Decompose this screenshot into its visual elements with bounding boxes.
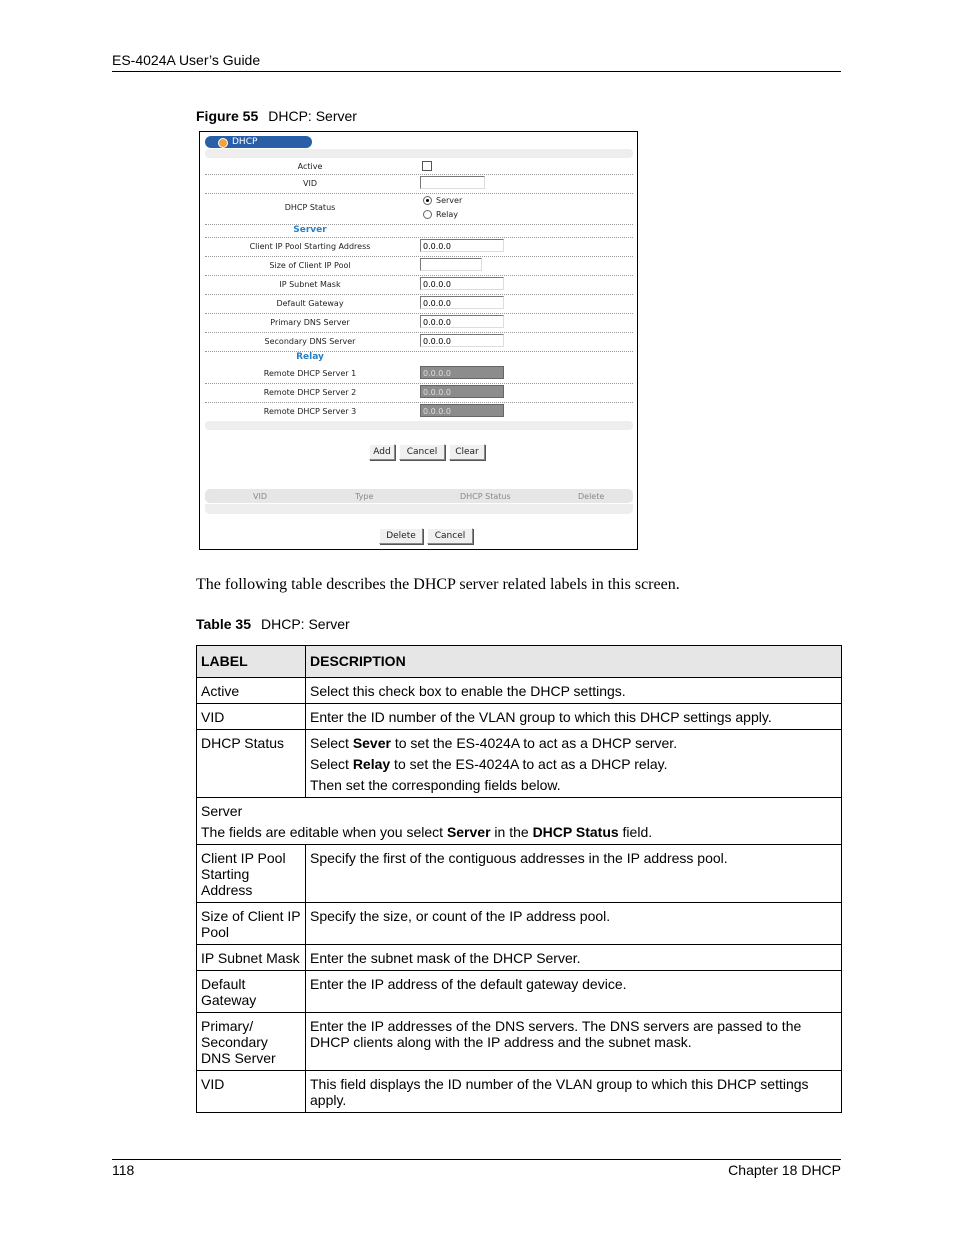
- figure-caption-label: Figure 55: [196, 108, 259, 124]
- server-section-row: [205, 225, 633, 238]
- header-description: DESCRIPTION: [306, 646, 842, 678]
- subnet-mask-label: IP Subnet Mask: [279, 280, 341, 289]
- table-caption-label: Table 35: [196, 616, 251, 632]
- list-header-delete: Delete: [578, 492, 605, 501]
- intro-paragraph: The following table describes the DHCP server related labels in this screen.: [196, 576, 680, 593]
- list-body-bar: [205, 504, 633, 514]
- dhcp-tab-icon: [218, 138, 228, 148]
- row-description: Select this check box to enable the DHCP settings.: [306, 678, 842, 704]
- remote2-row: [205, 384, 633, 403]
- list-header-dhcp-status: DHCP Status: [460, 492, 511, 501]
- secondary-dns-label: Secondary DNS Server: [264, 337, 356, 346]
- active-label: Active: [297, 162, 323, 171]
- server-radio-label: Server: [436, 196, 463, 205]
- row-label: Default Gateway: [197, 971, 306, 1013]
- relay-radio-label: Relay: [436, 210, 458, 219]
- remote1-input[interactable]: 0.0.0.0: [420, 366, 504, 379]
- list-header-bar: [205, 489, 633, 503]
- pool-size-label: Size of Client IP Pool: [269, 261, 351, 270]
- form-bottom-bar: [205, 421, 633, 430]
- list-cancel-button[interactable]: Cancel: [427, 528, 473, 544]
- desc-text: Select: [310, 735, 353, 751]
- list-header-type: Type: [355, 492, 374, 501]
- remote3-input[interactable]: 0.0.0.0: [420, 404, 504, 417]
- active-row: [205, 158, 633, 175]
- table-caption: [196, 616, 350, 632]
- pool-size-input[interactable]: [420, 258, 482, 271]
- server-radio[interactable]: [423, 196, 432, 205]
- delete-button[interactable]: Delete: [379, 528, 423, 544]
- row-label: Client IP Pool Starting Address: [197, 845, 306, 903]
- add-button[interactable]: Add: [369, 444, 395, 460]
- dhcp-status-row: [205, 194, 633, 225]
- pool-start-row: [205, 238, 633, 257]
- default-gateway-row: [205, 295, 633, 314]
- dhcp-status-label: DHCP Status: [284, 203, 336, 212]
- remote1-row: [205, 365, 633, 384]
- list-header-vid: VID: [253, 492, 267, 501]
- table-row: [197, 1071, 842, 1113]
- vid-row: [205, 175, 633, 194]
- running-header-title: ES-4024A User’s Guide: [112, 52, 261, 68]
- primary-dns-row: [205, 314, 633, 333]
- desc-line: Then set the corresponding fields below.: [310, 777, 561, 793]
- desc-text: Select: [310, 756, 353, 772]
- row-description: Specify the first of the contiguous addresses in the IP address pool.: [306, 845, 842, 903]
- label-description-table: [196, 645, 842, 1113]
- section-title: Server: [201, 803, 243, 819]
- vid-label: VID: [303, 179, 317, 188]
- page-number: 118: [112, 1162, 135, 1178]
- relay-section-title: Relay: [296, 352, 324, 362]
- row-label: IP Subnet Mask: [197, 945, 306, 971]
- figure-caption-text: DHCP: Server: [268, 108, 357, 124]
- pool-start-label: Client IP Pool Starting Address: [249, 242, 371, 251]
- row-label: Active: [197, 678, 306, 704]
- row-description: Enter the subnet mask of the DHCP Server.: [306, 945, 842, 971]
- secondary-dns-row: [205, 333, 633, 352]
- table-row: [197, 845, 842, 903]
- row-description: Enter the IP address of the default gateway device.: [306, 971, 842, 1013]
- table-row: [197, 730, 842, 798]
- table-header-row: [197, 646, 842, 678]
- relay-section-row: [205, 352, 633, 364]
- relay-radio[interactable]: [423, 210, 432, 219]
- desc-text: field.: [618, 824, 653, 840]
- subnet-mask-input[interactable]: 0.0.0.0: [420, 277, 504, 290]
- table-caption-text: DHCP: Server: [261, 616, 350, 632]
- dhcp-tab-label: DHCP: [232, 137, 258, 147]
- default-gateway-input[interactable]: 0.0.0.0: [420, 296, 504, 309]
- form-top-bar: [205, 149, 633, 158]
- active-checkbox[interactable]: [422, 161, 432, 171]
- table-row: [197, 971, 842, 1013]
- desc-text: The fields are editable when you select: [201, 824, 447, 840]
- remote2-input[interactable]: 0.0.0.0: [420, 385, 504, 398]
- row-label: Primary/ Secondary DNS Server: [197, 1013, 306, 1071]
- desc-bold: Server: [446, 824, 491, 840]
- subnet-mask-row: [205, 276, 633, 295]
- table-row: [197, 678, 842, 704]
- table-row: [197, 903, 842, 945]
- desc-line: [310, 735, 837, 751]
- header-label: LABEL: [197, 646, 306, 678]
- dhcp-server-screenshot: [199, 131, 638, 550]
- dhcp-tab-title: [205, 136, 312, 148]
- row-label: Size of Client IP Pool: [197, 903, 306, 945]
- row-description: Specify the size, or count of the IP address pool.: [306, 903, 842, 945]
- footer-rule: [112, 1159, 841, 1160]
- remote3-row: [205, 403, 633, 421]
- row-description: Enter the IP addresses of the DNS servers. The DNS servers are passed to the DHCP clients along with the IP address and the subnet mask.: [306, 1013, 842, 1071]
- table-section-row: [197, 798, 842, 845]
- clear-button[interactable]: Clear: [449, 444, 485, 460]
- row-label: VID: [197, 1071, 306, 1113]
- desc-text: to set the ES-4024A to act as a DHCP server.: [390, 735, 678, 751]
- section-note: [201, 824, 837, 840]
- desc-bold: Relay: [352, 756, 391, 772]
- table-row: [197, 945, 842, 971]
- remote3-label: Remote DHCP Server 3: [263, 407, 357, 416]
- remote2-label: Remote DHCP Server 2: [263, 388, 357, 397]
- row-description: This field displays the ID number of the VLAN group to which this DHCP settings apply.: [306, 1071, 842, 1113]
- cancel-button[interactable]: Cancel: [399, 444, 445, 460]
- row-description: [306, 730, 842, 798]
- vid-input[interactable]: [420, 176, 485, 189]
- table-row: [197, 704, 842, 730]
- figure-caption: [196, 108, 357, 124]
- server-section-title: Server: [293, 225, 327, 235]
- desc-text: in the: [490, 824, 533, 840]
- chapter-title: Chapter 18 DHCP: [728, 1162, 841, 1178]
- desc-line: [310, 756, 837, 772]
- pool-size-row: [205, 257, 633, 276]
- table-row: [197, 1013, 842, 1071]
- desc-bold: DHCP Status: [532, 824, 619, 840]
- primary-dns-input[interactable]: 0.0.0.0: [420, 315, 504, 328]
- row-label: VID: [197, 704, 306, 730]
- remote1-label: Remote DHCP Server 1: [263, 369, 357, 378]
- desc-bold: Sever: [352, 735, 391, 751]
- desc-text: to set the ES-4024A to act as a DHCP relay.: [390, 756, 668, 772]
- row-label: DHCP Status: [197, 730, 306, 798]
- primary-dns-label: Primary DNS Server: [270, 318, 350, 327]
- header-rule: [112, 71, 841, 72]
- default-gateway-label: Default Gateway: [276, 299, 344, 308]
- secondary-dns-input[interactable]: 0.0.0.0: [420, 334, 504, 347]
- pool-start-input[interactable]: 0.0.0.0: [420, 239, 504, 252]
- row-description: Enter the ID number of the VLAN group to which this DHCP settings apply.: [306, 704, 842, 730]
- section-cell: [197, 798, 842, 845]
